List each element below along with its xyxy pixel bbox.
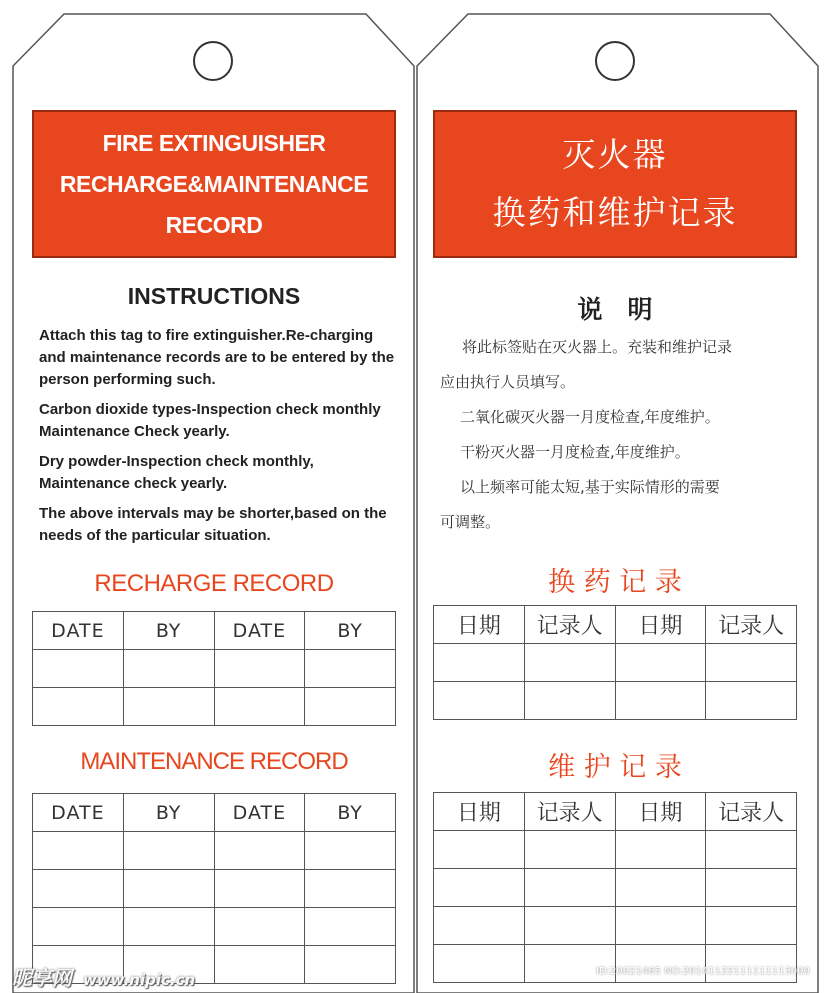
maintenance-record-title-zh: 维 护 记 录: [548, 752, 682, 783]
table-cell[interactable]: [615, 831, 706, 869]
recharge-record-table-zh: [433, 605, 797, 720]
table-cell[interactable]: [524, 682, 615, 720]
column-header-date: DATE: [33, 612, 124, 650]
table-cell[interactable]: [524, 644, 615, 682]
table-cell[interactable]: [214, 832, 305, 870]
column-header-recorder: 记录人: [706, 606, 797, 644]
table-cell[interactable]: [33, 832, 124, 870]
instruction-line: 可调整。: [440, 513, 501, 531]
banner-line: FIRE EXTINGUISHER: [102, 129, 326, 156]
tag-hole: [595, 41, 635, 81]
banner-line: 换药和维护记录: [492, 193, 738, 232]
table-cell[interactable]: [615, 907, 706, 945]
table-cell[interactable]: [615, 644, 706, 682]
column-header-date: 日期: [615, 793, 706, 831]
instruction-line: 应由执行人员填写。: [440, 373, 576, 391]
table-cell[interactable]: [615, 682, 706, 720]
table-cell[interactable]: [524, 907, 615, 945]
table-cell[interactable]: [123, 870, 214, 908]
recharge-record-title: RECHARGE RECORD: [94, 570, 334, 597]
banner-line: 灭火器: [562, 135, 668, 174]
table-cell[interactable]: [434, 869, 525, 907]
title-banner-zh: [433, 110, 797, 258]
table-cell[interactable]: [706, 682, 797, 720]
table-row: [434, 644, 797, 682]
table-cell[interactable]: [33, 688, 124, 726]
column-header-date: 日期: [615, 606, 706, 644]
table-cell[interactable]: [305, 908, 396, 946]
table-header-row: [434, 793, 797, 831]
table-row: [33, 908, 396, 946]
table-cell[interactable]: [123, 832, 214, 870]
column-header-by: BY: [123, 794, 214, 832]
instructions-body-zh: [440, 330, 800, 540]
table-row: [434, 682, 797, 720]
table-cell[interactable]: [214, 650, 305, 688]
table-cell[interactable]: [33, 908, 124, 946]
instruction-line: 以上频率可能太短,基于实际情形的需要: [460, 478, 720, 496]
recharge-record-table: [32, 611, 396, 726]
maintenance-record-table-zh: [433, 792, 797, 983]
column-header-date: DATE: [214, 612, 305, 650]
table-row: [434, 831, 797, 869]
instructions-heading-zh: 说 明: [577, 295, 653, 324]
column-header-by: BY: [305, 612, 396, 650]
table-cell[interactable]: [706, 907, 797, 945]
table-cell[interactable]: [706, 831, 797, 869]
watermark-url: www.nipic.cn: [82, 971, 196, 989]
column-header-date: DATE: [214, 794, 305, 832]
table-row: [434, 869, 797, 907]
table-cell[interactable]: [524, 869, 615, 907]
table-cell[interactable]: [434, 682, 525, 720]
table-cell[interactable]: [524, 831, 615, 869]
table-cell[interactable]: [434, 644, 525, 682]
instruction-paragraph: Carbon dioxide types-Inspection check monthly Maintenance Check yearly.: [39, 401, 381, 440]
watermark-id: ID:20021465 NO:20141122111111113000: [596, 966, 810, 977]
table-cell[interactable]: [214, 688, 305, 726]
instruction-paragraph: Dry powder-Inspection check monthly, Maintenance check yearly.: [39, 453, 314, 492]
column-header-recorder: 记录人: [524, 606, 615, 644]
table-cell[interactable]: [305, 832, 396, 870]
table-cell[interactable]: [706, 644, 797, 682]
instruction-paragraph: The above intervals may be shorter,based on the needs of the particular situation.: [39, 505, 387, 544]
table-cell[interactable]: [214, 946, 305, 984]
table-cell[interactable]: [214, 870, 305, 908]
table-cell[interactable]: [33, 870, 124, 908]
instructions-heading: INSTRUCTIONS: [127, 283, 301, 309]
table-cell[interactable]: [305, 946, 396, 984]
recharge-record-title-zh: 换 药 记 录: [548, 567, 682, 598]
column-header-date: DATE: [33, 794, 124, 832]
maintenance-record-table: [32, 793, 396, 984]
instruction-paragraph: Attach this tag to fire extinguisher.Re-charging and maintenance records are to be entered by the person performing such.: [39, 327, 395, 388]
table-header-row: [434, 606, 797, 644]
table-cell[interactable]: [305, 650, 396, 688]
table-row: [33, 870, 396, 908]
instruction-line: 将此标签贴在灭火器上。充装和维护记录: [462, 338, 733, 356]
banner-line: RECHARGE&MAINTENANCE: [59, 170, 369, 197]
watermark-logo-text: 昵享网: [12, 966, 72, 990]
table-cell[interactable]: [33, 650, 124, 688]
table-cell[interactable]: [123, 650, 214, 688]
table-row: [33, 688, 396, 726]
column-header-recorder: 记录人: [706, 793, 797, 831]
column-header-recorder: 记录人: [524, 793, 615, 831]
table-row: [33, 650, 396, 688]
table-cell[interactable]: [434, 945, 525, 983]
instruction-line: 二氧化碳灭火器一月度检查,年度维护。: [460, 408, 720, 426]
column-header-date: 日期: [434, 793, 525, 831]
table-cell[interactable]: [434, 907, 525, 945]
table-cell[interactable]: [706, 869, 797, 907]
table-cell[interactable]: [434, 831, 525, 869]
table-cell[interactable]: [305, 870, 396, 908]
table-cell[interactable]: [123, 688, 214, 726]
table-cell[interactable]: [305, 688, 396, 726]
maintenance-record-title: MAINTENANCE RECORD: [80, 748, 348, 775]
column-header-by: BY: [123, 612, 214, 650]
instructions-body: [39, 325, 399, 555]
table-cell[interactable]: [123, 908, 214, 946]
tag-hole: [193, 41, 233, 81]
column-header-date: 日期: [434, 606, 525, 644]
table-cell[interactable]: [615, 869, 706, 907]
table-cell[interactable]: [214, 908, 305, 946]
table-row: [33, 832, 396, 870]
table-header-row: [33, 794, 396, 832]
title-banner: [32, 110, 396, 258]
watermark-logo: [12, 962, 195, 991]
table-row: [434, 907, 797, 945]
banner-line: RECORD: [165, 211, 263, 238]
table-header-row: [33, 612, 396, 650]
column-header-by: BY: [305, 794, 396, 832]
instruction-line: 干粉灭火器一月度检查,年度维护。: [460, 443, 690, 461]
